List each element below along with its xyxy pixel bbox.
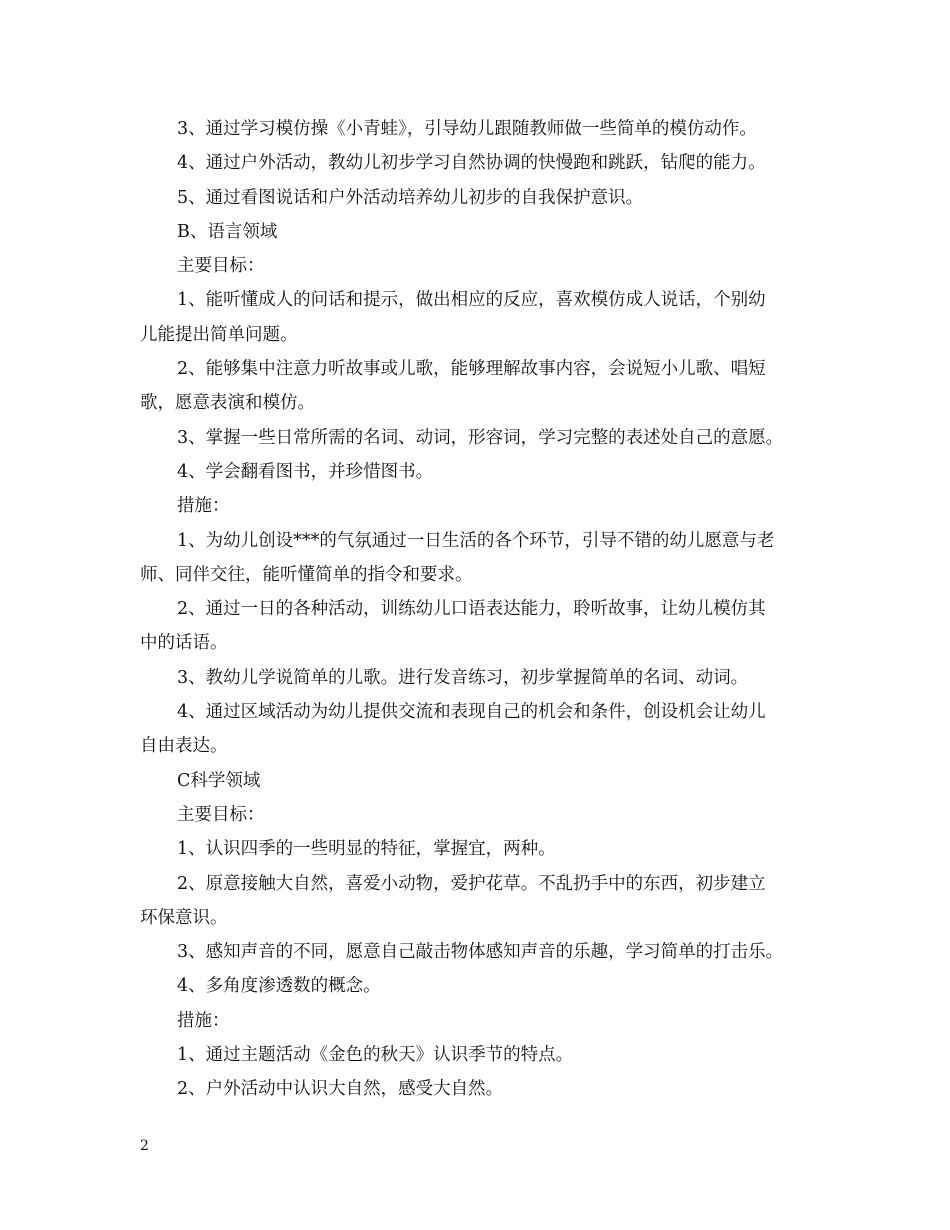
- text-line: 2、通过一日的各种活动，训练幼儿口语表达能力，聆听故事，让幼儿模仿其: [177, 599, 766, 620]
- text-line: 环保意识。: [140, 907, 228, 928]
- text-line: 3、感知声音的不同，愿意自己敲击物体感知声音的乐趣，学习简单的打击乐。: [177, 942, 784, 963]
- text-line: 4、通过区域活动为幼儿提供交流和表现自己的机会和条件，创设机会让幼儿: [177, 702, 766, 723]
- text-line: 3、通过学习模仿操《小青蛙》，引导幼儿跟随教师做一些简单的模仿动作。: [177, 119, 757, 139]
- text-line: 自由表达。: [140, 736, 228, 757]
- text-line: 1、通过主题活动《金色的秋天》认识季节的特点。: [177, 1045, 574, 1066]
- text-line: 4、学会翻看图书，并珍惜图书。: [177, 461, 434, 482]
- text-line: 3、教幼儿学说简单的儿歌。进行发音练习，初步掌握简单的名词、动词。: [177, 667, 749, 688]
- text-line: 措施：: [177, 1010, 230, 1031]
- document-body: [140, 112, 812, 1107]
- text-line: 主要目标：: [177, 256, 265, 277]
- text-line: C科学领域: [177, 770, 261, 791]
- text-line: 2、原意接触大自然，喜爱小动物，爱护花草。不乱扔手中的东西，初步建立: [177, 873, 766, 894]
- text-line: 儿能提出简单问题。: [140, 324, 298, 345]
- text-line: 4、通过户外活动，教幼儿初步学习自然协调的快慢跑和跳跃，钻爬的能力。: [177, 153, 766, 174]
- text-line: 歌，愿意表演和模仿。: [140, 393, 315, 414]
- text-line: 1、为幼儿创设***的气氛通过一日生活的各个环节，引导不错的幼儿愿意与老: [177, 530, 775, 551]
- text-line: 2、能够集中注意力听故事或儿歌，能够理解故事内容，会说短小儿歌、唱短: [177, 359, 766, 380]
- text-line: 措施：: [177, 496, 230, 517]
- text-line: 中的话语。: [140, 633, 228, 654]
- page-number: 2: [140, 1138, 149, 1154]
- text-line: B、语言领域: [177, 221, 278, 242]
- text-line: 3、掌握一些日常所需的名词、动词，形容词，学习完整的表述处自己的意愿。: [177, 427, 784, 448]
- text-line: 师、同伴交往，能听懂简单的指令和要求。: [140, 564, 473, 585]
- text-line: 2、户外活动中认识大自然，感受大自然。: [177, 1079, 504, 1100]
- text-line: 4、多角度渗透数的概念。: [177, 976, 381, 997]
- text-line: 1、认识四季的一些明显的特征，掌握宜，两种。: [177, 839, 556, 860]
- text-line: 1、能听懂成人的问话和提示，做出相应的反应，喜欢模仿成人说话，个别幼: [177, 290, 766, 311]
- text-line: 主要目标：: [177, 804, 265, 825]
- text-line: 5、通过看图说话和户外活动培养幼儿初步的自我保护意识。: [177, 187, 644, 208]
